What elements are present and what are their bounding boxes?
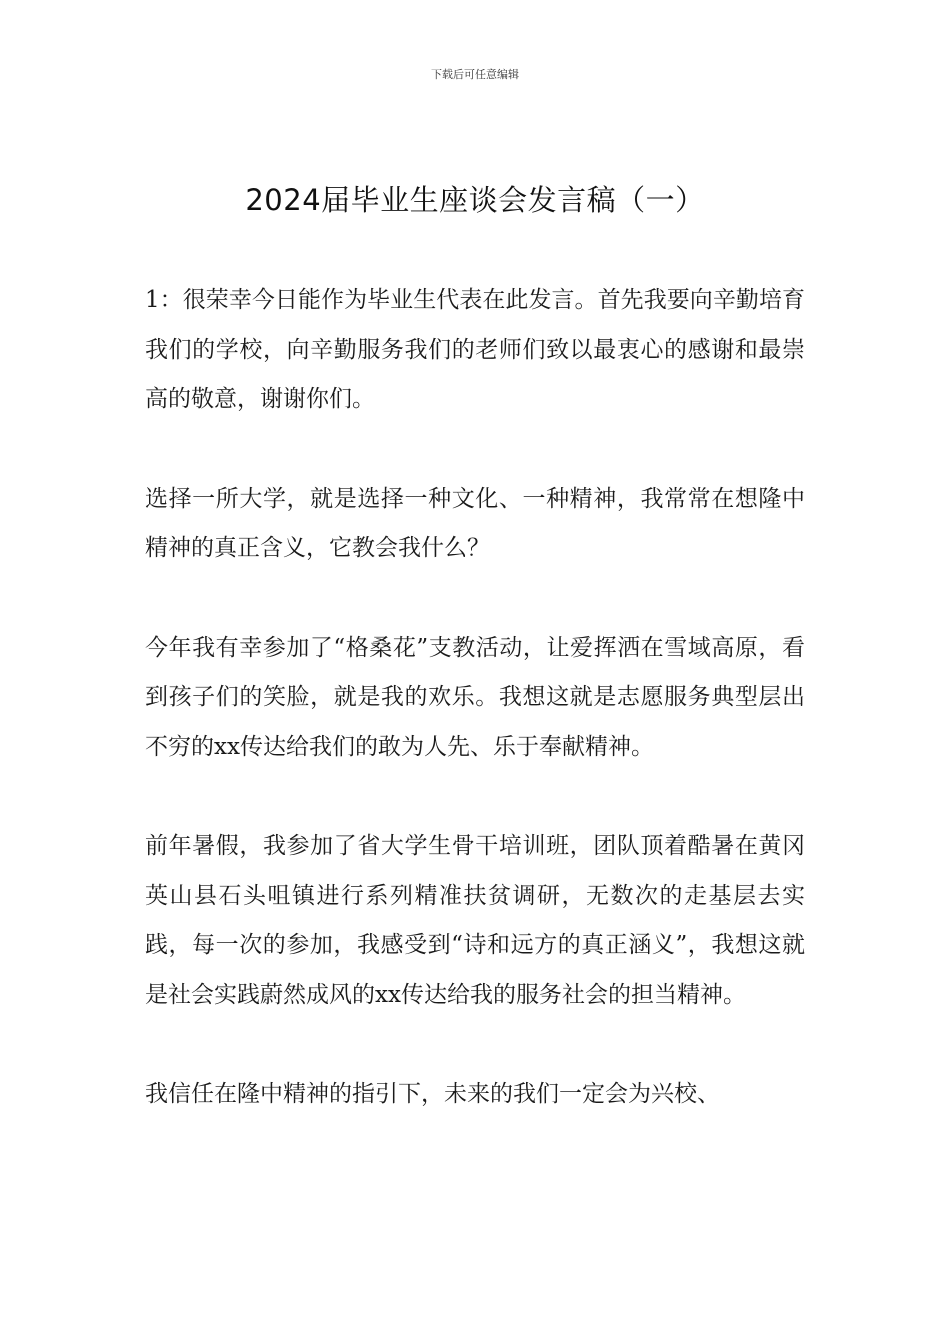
header-note: 下载后可任意编辑 <box>431 68 519 81</box>
document-title: 2024届毕业生座谈会发言稿（一） <box>245 183 705 217</box>
document-body <box>145 276 805 1170</box>
paragraph-2: 选择一所大学，就是选择一种文化、一种精神，我常常在想隆中精神的真正含义，它教会我什么？ <box>145 485 805 561</box>
paragraph-4: 前年暑假，我参加了省大学生骨干培训班，团队顶着酷暑在黄冈英山县石头咀镇进行系列精准扶贫调研，无数次的走基层去实践，每一次的参加，我感受到“诗和远方的真正涵义”，我想这就是社会实践蔚然成风的xx传达给我的服务社会的担当精神。 <box>145 833 805 1008</box>
paragraph-5: 我信任在隆中精神的指引下，未来的我们一定会为兴校、 <box>145 1081 720 1107</box>
paragraph-3: 今年我有幸参加了“格桑花”支教活动，让爱挥洒在雪域高原，看到孩子们的笑脸，就是我的欢乐。我想这就是志愿服务典型层出不穷的xx传达给我们的敢为人先、乐于奉献精神。 <box>145 634 805 760</box>
paragraph-1: 1：很荣幸今日能作为毕业生代表在此发言。首先我要向辛勤培育我们的学校，向辛勤服务我们的老师们致以最衷心的感谢和最崇高的敬意，谢谢你们。 <box>145 287 805 412</box>
